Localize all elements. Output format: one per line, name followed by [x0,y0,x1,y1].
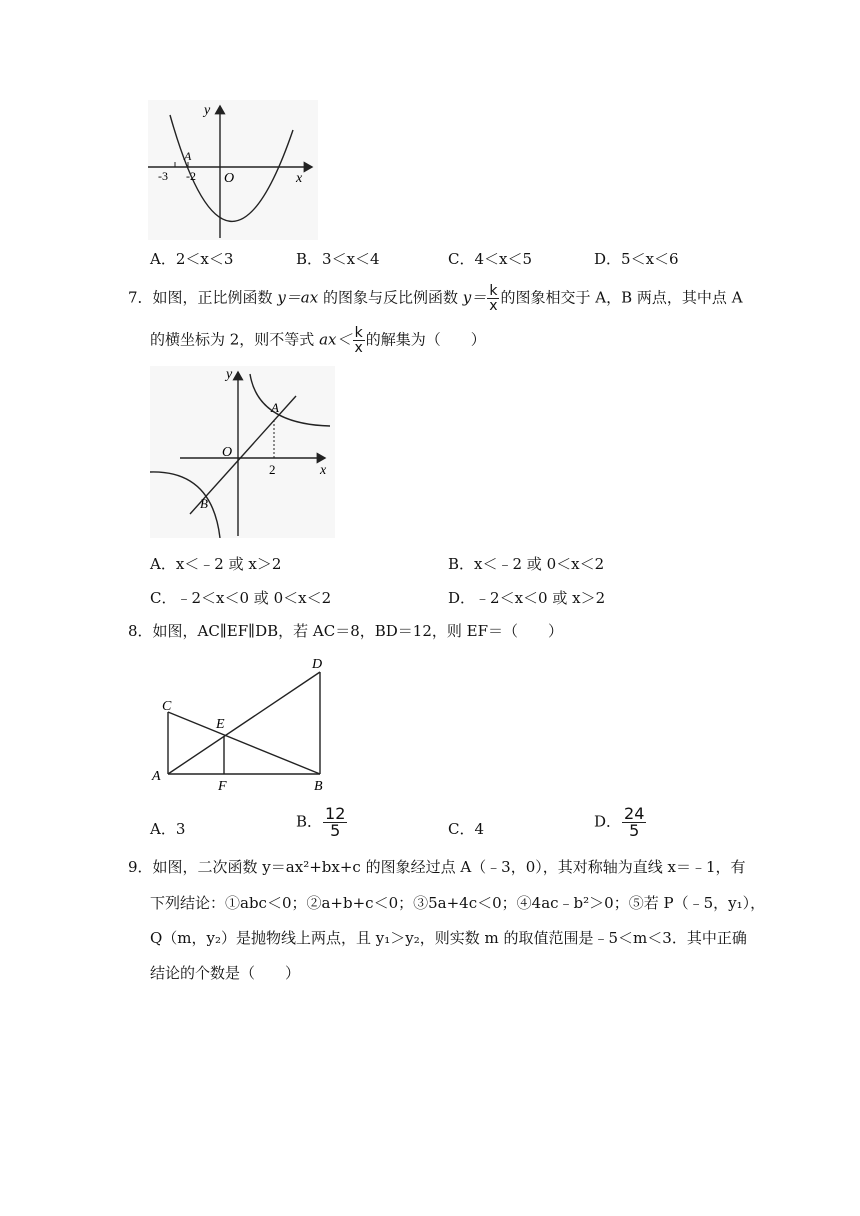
q7-stem-line1 [128,284,743,313]
choice-text: 4＜x＜5 [474,250,533,268]
choice-text: x＜﹣2 或 0＜x＜2 [474,555,605,573]
point-c-label: C [162,699,172,714]
point-f-label: F [218,779,227,794]
stem-text: 的解集为（ ） [365,330,486,349]
fraction-denominator: x [489,298,498,314]
fraction-12-5 [323,806,347,839]
q8-choice-b [296,806,348,839]
point-e-label: E [216,717,225,732]
triangle-figure [148,652,338,794]
k-over-x-fraction [487,284,499,313]
choice-text: ﹣2＜x＜0 或 x＞2 [475,589,606,607]
choice-letter: C． [150,589,177,607]
point-a-label: A [271,400,279,415]
q9-stem-line1: 9．如图，二次函数 y＝ax²+bx+c 的图象经过点 A（﹣3，0），其对称轴为直线 x＝﹣1，有 [128,858,746,876]
y-label: y [204,103,211,118]
x-label: x [320,463,327,478]
q8-choice-c [448,818,484,839]
stem-text: 的图象相交于 A，B 两点，其中点 A [500,288,743,307]
q6-choice-a [150,248,233,269]
stem-math: ax＜ [319,330,352,349]
choice-text: 4 [474,820,485,838]
q6-choice-b [296,248,380,269]
k-over-x-fraction [353,326,365,355]
point-b-label: B [200,496,208,511]
choice-text: x＜﹣2 或 x＞2 [175,555,282,573]
q6-choice-c [448,248,532,269]
q9-stem-line2: 下列结论：①abc＜0；②a+b+c＜0；③5a+4c＜0；④4ac﹣b²＞0；⑤若 P（﹣5，y₁）， [150,894,766,912]
y-label: y [226,367,233,382]
fraction-denominator: x [354,340,363,356]
q7-choice-b [448,553,604,574]
choice-letter: A． [150,820,176,838]
hyperbola-figure [150,366,335,538]
fraction-24-5 [622,806,646,839]
x-label: x [296,171,303,186]
choice-letter: D． [448,589,476,607]
stem-math: y＝ [462,288,487,307]
choice-letter: C． [448,250,475,268]
choice-letter: D． [594,250,622,268]
stem-text: 的图象与反比例函数 [318,288,463,307]
q8-choice-d [594,806,647,839]
q7-choice-c [150,587,331,608]
tick-neg2: -2 [186,169,196,183]
choice-letter: A． [150,250,176,268]
point-b-label: B [314,779,323,794]
choice-letter: C． [448,820,475,838]
choice-text: 3＜x＜4 [322,250,380,268]
q8-choice-a [150,818,185,839]
fraction-numerator: k [489,283,498,299]
fraction-numerator: k [354,325,363,341]
fraction-numerator: 12 [325,804,346,823]
fraction-numerator: 24 [624,804,645,823]
stem-text: 7．如图，正比例函数 [128,288,278,307]
tick-neg3: -3 [158,169,168,183]
q9-stem-line4: 结论的个数是（ ） [150,964,301,982]
origin-label: O [224,171,235,186]
q7-stem-line2 [150,326,486,355]
q8-stem: 8．如图，AC∥EF∥DB，若 AC＝8，BD＝12，则 EF＝（ ） [128,622,564,640]
stem-math: y＝ax [277,288,319,307]
choice-letter: B． [448,555,475,573]
choice-letter: B． [296,250,323,268]
choice-letter: B． [296,812,323,831]
choice-text: 3 [175,820,186,838]
segment-cb [168,712,320,774]
q7-choice-a [150,553,281,574]
q7-choice-d [448,587,605,608]
parabola-figure [148,100,318,240]
choice-text: 2＜x＜3 [175,250,234,268]
point-a-label: A [184,149,192,163]
segment-ad [168,672,320,774]
choice-letter: A． [150,555,176,573]
point-a-label: A [152,769,161,784]
choice-text: 5＜x＜6 [621,250,679,268]
origin-label: O [222,445,233,460]
choice-text: ﹣2＜x＜0 或 0＜x＜2 [176,589,332,607]
point-d-label: D [312,657,323,672]
fraction-denominator: 5 [629,821,640,840]
fraction-denominator: 5 [330,821,341,840]
choice-letter: D． [594,812,622,831]
tick-2: 2 [269,462,276,477]
q6-choice-d [594,248,679,269]
q9-stem-line3: Q（m，y₂）是抛物线上两点，且 y₁＞y₂，则实数 m 的取值范围是﹣5＜m＜3．其中正确 [150,929,747,947]
stem-text: 的横坐标为 2，则不等式 [150,330,320,349]
